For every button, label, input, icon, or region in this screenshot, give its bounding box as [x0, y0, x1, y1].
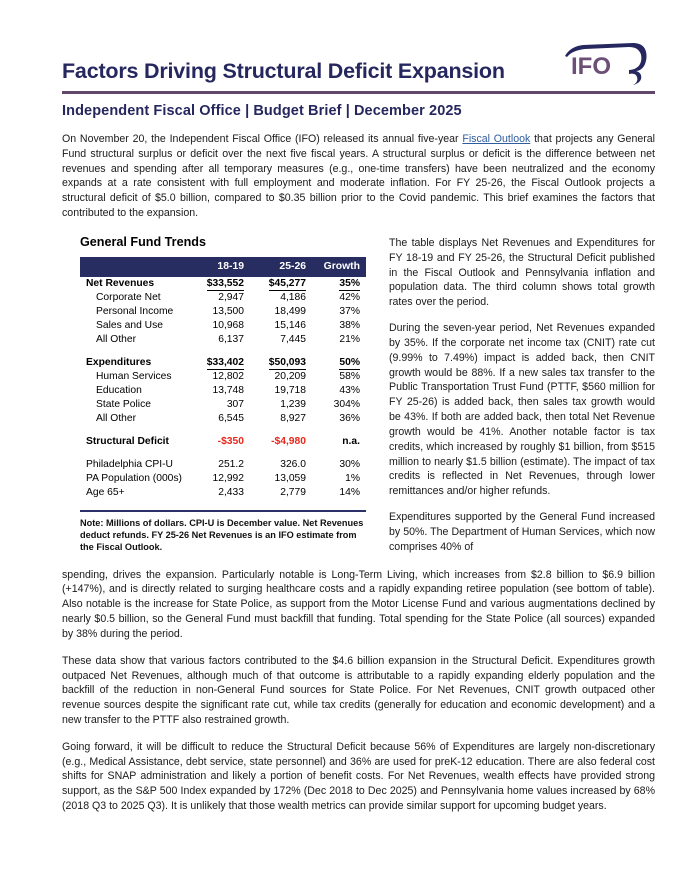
cell-25-26 — [250, 319, 312, 333]
cell-18-19-value: 10,968 — [212, 320, 244, 332]
cell-growth-value: 35% — [339, 278, 360, 290]
cell-growth — [312, 384, 366, 398]
page-title: Factors Driving Structural Deficit Expansion — [62, 59, 505, 84]
side-paragraph-2: During the seven-year period, Net Revenues expanded by 35%. If the corporate net income tax (CNIT) rate cut (9.99% to 7.49%) impact is added back, then CNIT growth would be 88%. If a new sales tax transfer to the Public Transportation Trust Fund (PTTF, $560 million for FY 25-26) is added back, then sales tax growth would be 43%. If both are added back, then total Net Revenue growth would be 41%. Another notable factor is tax credits, which increased by roughly $1 billion, from $515 million to nearly $1.5 billion (estimate). The impact of tax credits is reflected in Net Revenues, through lower remittances and/or higher refunds. — [389, 322, 655, 498]
cell-18-19-value: 12,992 — [212, 473, 244, 485]
cell-18-19-value: $33,552 — [206, 278, 244, 290]
fiscal-outlook-link[interactable]: Fiscal Outlook — [462, 133, 531, 145]
cell-25-26 — [250, 370, 312, 384]
ifo-logo — [559, 40, 655, 86]
cell-18-19 — [188, 384, 250, 398]
cell-growth — [312, 486, 366, 500]
cell-18-19 — [188, 458, 250, 472]
cell-25-26-value: 7,445 — [280, 334, 306, 346]
cell-25-26 — [250, 384, 312, 398]
cell-growth — [312, 398, 366, 412]
cell-growth-value: 36% — [339, 413, 360, 425]
document-subtitle: Independent Fiscal Office | Budget Brief | December 2025 — [62, 103, 462, 119]
cell-25-26 — [250, 472, 312, 486]
cell-growth-value: 42% — [339, 292, 360, 304]
row-label: Expenditures — [86, 357, 152, 369]
table-row — [80, 458, 366, 472]
cell-18-19 — [188, 291, 250, 305]
row-label: Human Services — [96, 371, 172, 383]
cell-growth-value: 30% — [339, 459, 360, 471]
cell-25-26 — [250, 412, 312, 426]
table-column — [62, 235, 380, 554]
cell-25-26 — [250, 458, 312, 472]
cell-growth — [312, 291, 366, 305]
cell-25-26 — [250, 291, 312, 305]
cell-25-26-value: 1,239 — [280, 399, 306, 411]
cell-25-26-value: 19,718 — [274, 385, 306, 397]
cell-18-19 — [188, 277, 250, 291]
cell-18-19-value: 13,500 — [212, 306, 244, 318]
table-title: General Fund Trends — [80, 234, 206, 249]
cell-18-19 — [188, 305, 250, 319]
cell-18-19-value: 6,137 — [218, 334, 244, 346]
cell-18-19 — [188, 398, 250, 412]
row-label: Philadelphia CPI-U — [86, 459, 173, 471]
cell-growth — [312, 333, 366, 347]
table-header-row — [80, 257, 366, 277]
side-text-column — [380, 235, 655, 555]
cell-growth — [312, 356, 366, 370]
column-header-label — [80, 257, 188, 277]
column-header-18-19: 18-19 — [188, 257, 250, 277]
cell-18-19 — [188, 333, 250, 347]
row-label: Education — [96, 385, 142, 397]
cell-25-26-value: 2,779 — [280, 487, 306, 499]
cell-growth — [312, 277, 366, 291]
table-row — [80, 472, 366, 486]
ifo-logo-text: IFO — [571, 53, 611, 80]
cell-growth — [312, 472, 366, 486]
table-row — [80, 398, 366, 412]
cell-25-26-value: $50,093 — [268, 357, 306, 369]
table-row — [80, 305, 366, 319]
column-header-growth: Growth — [312, 257, 366, 277]
cell-25-26 — [250, 398, 312, 412]
cell-18-19-value: 2,433 — [218, 487, 244, 499]
cell-25-26 — [250, 277, 312, 291]
table-spacer-cell — [80, 347, 366, 356]
row-label: All Other — [96, 413, 137, 425]
title-divider — [62, 91, 655, 94]
cell-25-26 — [250, 356, 312, 370]
table-spacer-cell — [80, 426, 366, 435]
table-row — [80, 291, 366, 305]
cell-growth — [312, 412, 366, 426]
note-divider — [80, 510, 366, 512]
table-and-text-region — [62, 235, 655, 555]
cell-25-26-value: $45,277 — [268, 278, 306, 290]
cell-18-19 — [188, 356, 250, 370]
cell-growth-value: 1% — [345, 473, 360, 485]
general-fund-trends-table — [80, 257, 366, 500]
cell-25-26-value: 18,499 — [274, 306, 306, 318]
cell-18-19 — [188, 486, 250, 500]
cell-18-19-value: 251.2 — [218, 459, 244, 471]
cell-18-19 — [188, 472, 250, 486]
column-header-25-26: 25-26 — [250, 257, 312, 277]
cell-growth — [312, 435, 366, 449]
table-body — [80, 277, 366, 500]
cell-25-26-value: 4,186 — [280, 292, 306, 304]
cell-growth-value: n.a. — [342, 436, 360, 448]
cell-25-26-value: -$4,980 — [271, 436, 306, 448]
row-label: PA Population (000s) — [86, 473, 182, 485]
cell-growth — [312, 319, 366, 333]
cell-growth — [312, 305, 366, 319]
row-label: State Police — [96, 399, 151, 411]
cell-25-26-value: 13,059 — [274, 473, 306, 485]
document-header — [62, 0, 655, 84]
tail-paragraph-1: spending, drives the expansion. Particularly notable is Long-Term Living, which increases from $2.8 billion to $6.9 billion (+147%), and is directly related to surging healthcare costs and a rapidly expanding retiree population (see bottom of table). Also notable is the increase for State Police, as support from the Motor License Fund and various augmentations declined by nearly $0.5 billion, so the General Fund must backfill that funding. Total spending for the State Police (all sources) expanded by 38% during the period. — [62, 568, 655, 640]
side-paragraph-1: The table displays Net Revenues and Expenditures for FY 18-19 and FY 25-26, the Structural Deficit published in the Fiscal Outlook and Pennsylvania inflation and population data. The third column shows total growth rates over the period. — [389, 236, 655, 309]
cell-growth-value: 21% — [339, 334, 360, 346]
table-spacer-row — [80, 426, 366, 435]
cell-25-26-value: 8,927 — [280, 413, 306, 425]
row-label: Age 65+ — [86, 487, 125, 499]
row-label: All Other — [96, 334, 137, 346]
cell-18-19-value: 12,802 — [212, 371, 244, 383]
table-row — [80, 486, 366, 500]
document-page — [62, 0, 655, 814]
cell-18-19-value: $33,402 — [206, 357, 244, 369]
intro-text-1: On November 20, the Independent Fiscal Office (IFO) released its annual five-year — [62, 133, 463, 145]
table-row — [80, 412, 366, 426]
cell-18-19 — [188, 319, 250, 333]
table-spacer-row — [80, 347, 366, 356]
cell-growth — [312, 458, 366, 472]
table-spacer-cell — [80, 449, 366, 458]
cell-25-26-value: 326.0 — [280, 459, 306, 471]
cell-25-26 — [250, 305, 312, 319]
cell-growth-value: 50% — [339, 357, 360, 369]
cell-growth-value: 58% — [339, 371, 360, 383]
row-label: Net Revenues — [86, 278, 155, 290]
table-row — [80, 356, 366, 370]
cell-growth-value: 38% — [339, 320, 360, 332]
table-row — [80, 370, 366, 384]
cell-18-19-value: 2,947 — [218, 292, 244, 304]
cell-25-26-value: 20,209 — [274, 371, 306, 383]
table-spacer-row — [80, 449, 366, 458]
side-paragraph-3: Expenditures supported by the General Fund increased by 50%. The Department of Human Services, which now comprises 40% of — [389, 511, 655, 553]
table-row — [80, 384, 366, 398]
cell-25-26 — [250, 435, 312, 449]
cell-25-26 — [250, 333, 312, 347]
cell-18-19 — [188, 370, 250, 384]
tail-paragraph-3: Going forward, it will be difficult to reduce the Structural Deficit because 56% of Expenditures are largely non-discretionary (e.g., Medical Assistance, debt service, state personnel) and 36% are used for preK-12 education. There are also federal cost shifts for SNAP administration and likely a portion of benefit costs. For Net Revenues, wealth effects have provided strong support, as the S&P 500 Index expanded by 172% (Dec 2018 to Dec 2025) and Pennsylvania home values increased by 68% (2018 Q3 to 2025 Q3). It is unlikely that those wealth metrics can provide similar support for upcoming budget years. — [62, 740, 655, 813]
table-row — [80, 277, 366, 291]
intro-paragraph — [62, 132, 655, 221]
cell-growth-value: 43% — [339, 385, 360, 397]
cell-18-19-value: 307 — [226, 399, 244, 411]
row-label: Corporate Net — [96, 292, 161, 304]
cell-growth — [312, 370, 366, 384]
row-label: Structural Deficit — [86, 436, 169, 448]
cell-18-19-value: -$350 — [217, 436, 244, 448]
tail-paragraph-2: These data show that various factors contributed to the $4.6 billion expansion in the Structural Deficit. Expenditures growth outpaced Net Revenues, although much of that outcome is attributable to a rapidly expanding elderly population and the backfill of the reduction in non-General Fund sources for State Police. For Net Revenues, CNIT growth outpaced other revenue sources despite the significant rate cut, while tax credits (generally for education and economic development) and a new transfer to the PTTF also restrained growth. — [62, 654, 655, 726]
table-row — [80, 319, 366, 333]
cell-18-19 — [188, 435, 250, 449]
table-row — [80, 333, 366, 347]
row-label: Sales and Use — [96, 320, 163, 332]
cell-18-19 — [188, 412, 250, 426]
row-label: Personal Income — [96, 306, 174, 318]
table-note: Note: Millions of dollars. CPI-U is December value. Net Revenues deduct refunds. FY 25-26 Net Revenues is an IFO estimate from the Fiscal Outlook. — [80, 517, 364, 553]
cell-growth-value: 304% — [333, 399, 360, 411]
cell-growth-value: 37% — [339, 306, 360, 318]
cell-18-19-value: 6,545 — [218, 413, 244, 425]
table-row — [80, 435, 366, 449]
cell-25-26 — [250, 486, 312, 500]
cell-growth-value: 14% — [339, 487, 360, 499]
cell-18-19-value: 13,748 — [212, 385, 244, 397]
cell-25-26-value: 15,146 — [274, 320, 306, 332]
intro-text-2: that projects any General Fund structural surplus or deficit over the next five fiscal years. A structural surplus or deficit is the difference between net revenues and spending after all temporary measures (e.g., one-time transfers) have been neutralized and the economy expands at a rate consistent with full employment and moderate inflation. For FY 25-26, the Fiscal Outlook projects a structural deficit of $5.0 billion, compared to $0.35 billion prior to the Covid pandemic. This brief examines the factors that contributed to the expansion. — [62, 133, 655, 220]
